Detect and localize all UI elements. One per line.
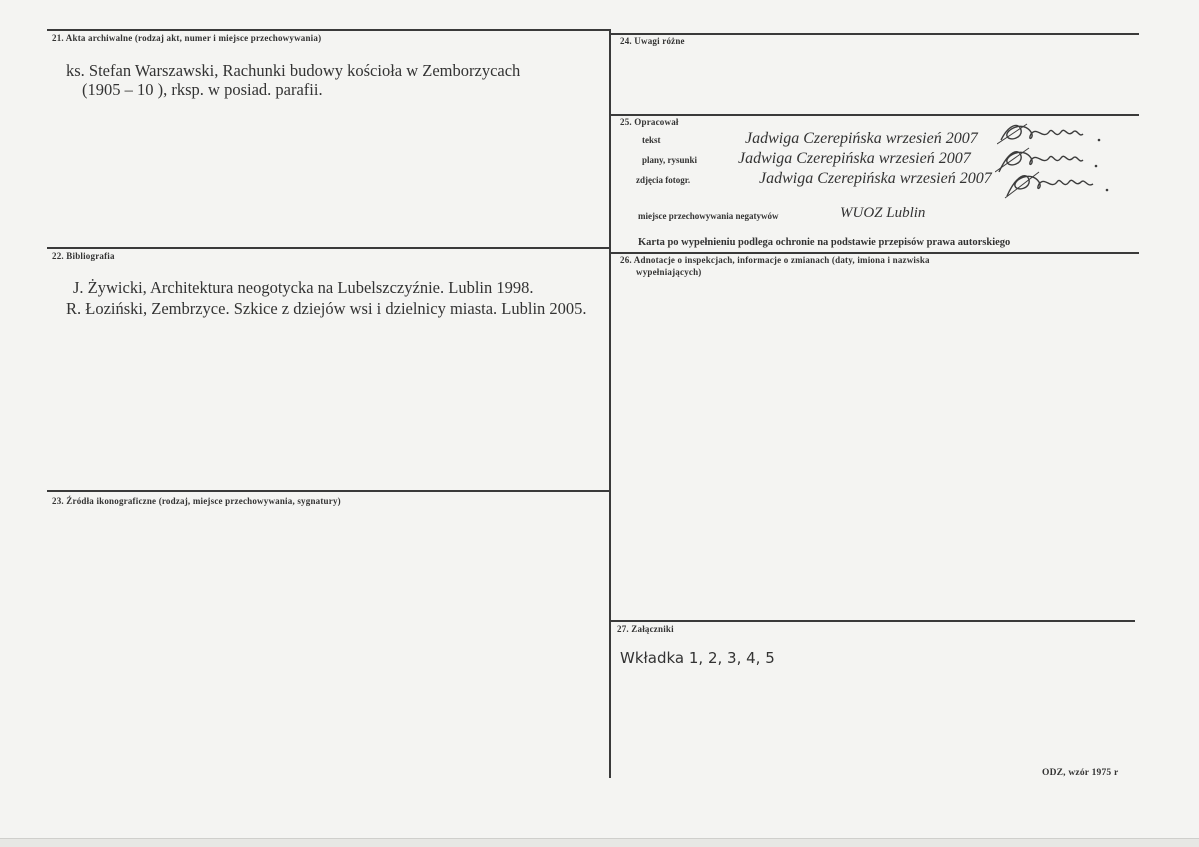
- rule-top-right: [611, 33, 1139, 35]
- role-tekst: tekst: [642, 135, 661, 145]
- section-26-label-line-2: wypełniających): [636, 267, 702, 277]
- attachments-value: Wkładka 1, 2, 3, 4, 5: [620, 649, 775, 667]
- role-plany: plany, rysunki: [642, 155, 698, 165]
- section-27-label: 27. Załączniki: [617, 624, 674, 634]
- rule-center-vertical: [609, 29, 611, 778]
- author-zdjecia: Jadwiga Czerepińska wrzesień 2007: [759, 170, 992, 187]
- author-tekst: Jadwiga Czerepińska wrzesień 2007: [745, 130, 978, 147]
- section-21-line-1: ks. Stefan Warszawski, Rachunki budowy kościoła w Zemborzycach: [66, 61, 521, 80]
- rule-23-top: [47, 490, 611, 492]
- signature-3: [1003, 164, 1115, 200]
- rule-25-top: [611, 114, 1139, 116]
- section-23-label: 23. Źródła ikonograficzne (rodzaj, miejsce przechowywania, sygnatury): [52, 496, 341, 506]
- section-26-label-line-1: 26. Adnotacje o inspekcjach, informacje o zmianach (daty, imiona i nazwiska: [620, 255, 930, 265]
- rule-22-top: [47, 247, 611, 249]
- form-footer: ODZ, wzór 1975 r: [1042, 768, 1119, 778]
- section-21-label: 21. Akta archiwalne (rodzaj akt, numer i miejsce przechowywania): [52, 33, 322, 43]
- storage-label: miejsce przechowywania negatywów: [638, 211, 779, 221]
- section-22-label: 22. Bibliografia: [52, 251, 115, 261]
- section-22-line-2: R. Łoziński, Zembrzyce. Szkice z dziejów wsi i dzielnicy miasta. Lublin 2005.: [66, 299, 587, 318]
- author-plany: Jadwiga Czerepińska wrzesień 2007: [738, 150, 971, 167]
- rule-top-left: [47, 29, 611, 31]
- rule-26-top: [611, 252, 1139, 254]
- section-25-label: 25. Opracował: [620, 117, 679, 127]
- rule-27-top: [611, 620, 1135, 622]
- role-zdjecia: zdjęcia fotogr.: [636, 175, 691, 185]
- copyright-note: Karta po wypełnieniu podlega ochronie na podstawie przepisów prawa autorskiego: [638, 237, 1011, 248]
- section-22-line-1: J. Żywicki, Architektura neogotycka na Lubelszczyźnie. Lublin 1998.: [73, 278, 534, 297]
- section-21-line-2: (1905 – 10 ), rksp. w posiad. parafii.: [82, 80, 323, 99]
- storage-value: WUOZ Lublin: [840, 205, 926, 221]
- section-24-label: 24. Uwagi różne: [620, 36, 685, 46]
